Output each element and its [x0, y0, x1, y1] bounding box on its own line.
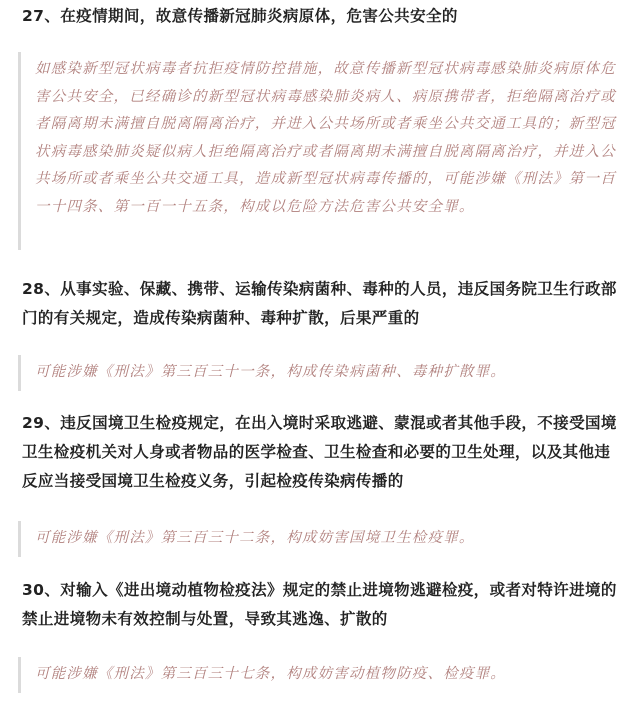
item-27-quote-text: 如感染新型冠状病毒者抗拒疫情防控措施，故意传播新型冠状病毒感染肺炎病原体危害公共安全，已经确诊的新型冠状病毒感染肺炎病人、病原携带者，拒绝隔离治疗或者隔离期未满擅自脱离隔离治疗，并进入公共场所或者乘坐公共交通工具的；新型冠状病毒感染肺炎疑似病人拒绝隔离治疗或者隔离期未满擅自脱离隔离治疗，并进入公共场所或者乘坐公共交通工具，造成新型冠状病毒传播的，可能涉嫌《刑法》第一百一十四条、第一百一十五条，构成以危险方法危害公共安全罪。: [35, 61, 616, 215]
item-28-heading: 28、从事实验、保藏、携带、运输传染病菌种、毒种的人员，违反国务院卫生行政部门的有关规定，造成传染病菌种、毒种扩散，后果严重的: [22, 280, 617, 327]
item-28-blockquote: [18, 355, 616, 391]
item-29-blockquote: [18, 521, 616, 557]
item-28-quote-text: 可能涉嫌《刑法》第三百三十一条，构成传染病菌种、毒种扩散罪。: [35, 364, 506, 380]
item-27-heading: 27、在疫情期间，故意传播新冠肺炎病原体，危害公共安全的: [22, 7, 458, 25]
item-27-blockquote: [18, 52, 616, 250]
item-30-quote-text: 可能涉嫌《刑法》第三百三十七条，构成妨害动植物防疫、检疫罪。: [35, 666, 506, 682]
item-30-blockquote: [18, 657, 616, 693]
item-30-heading: 30、对输入《进出境动植物检疫法》规定的禁止进境物逃避检疫，或者对特许进境的禁止进境物未有效控制与处置，导致其逃逸、扩散的: [22, 581, 617, 628]
item-29-heading: 29、违反国境卫生检疫规定，在出入境时采取逃避、蒙混或者其他手段，不接受国境卫生检疫机关对人身或者物品的医学检查、卫生检查和必要的卫生处理，以及其他违反应当接受国境卫生检疫义务，引起检疫传染病传播的: [22, 414, 617, 490]
item-29-quote-text: 可能涉嫌《刑法》第三百三十二条，构成妨害国境卫生检疫罪。: [35, 530, 475, 546]
